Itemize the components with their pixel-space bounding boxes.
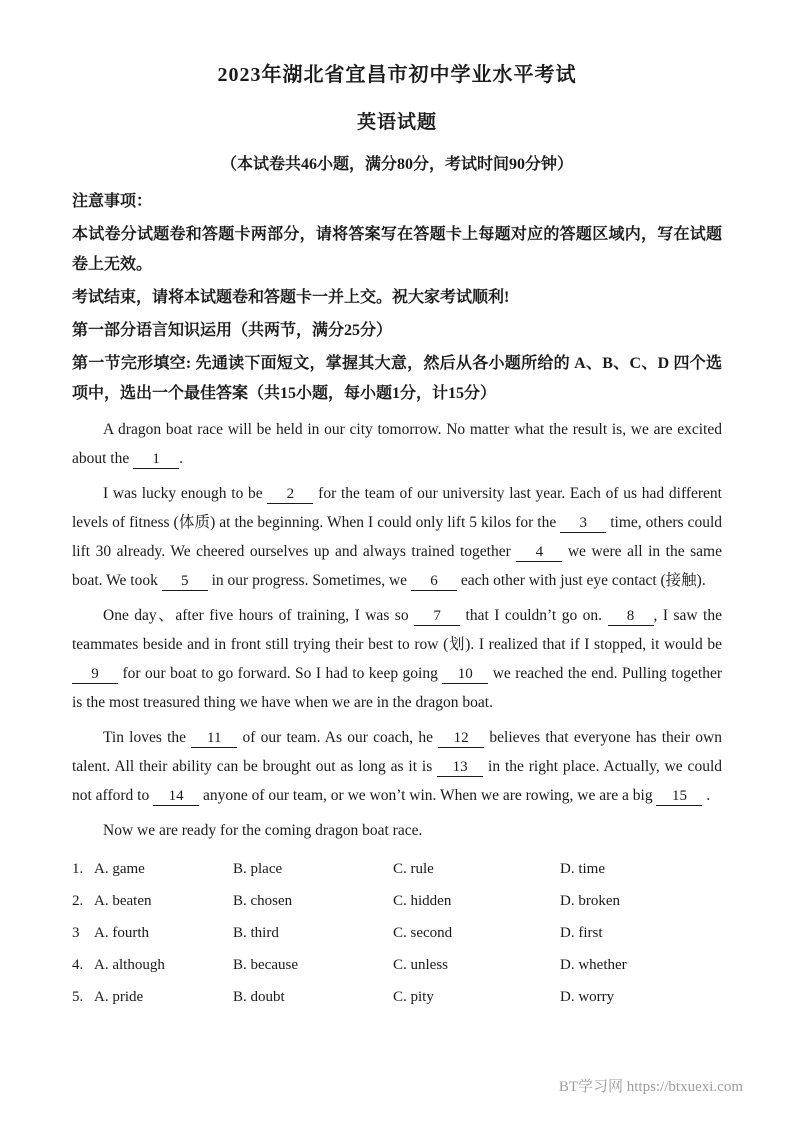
- option-d: D. broken: [560, 893, 620, 909]
- cloze-blank-2: 2: [267, 485, 313, 504]
- cloze-blank-14: 14: [153, 787, 199, 806]
- exam-info-line: （本试卷共46小题，满分80分，考试时间90分钟）: [220, 156, 573, 173]
- option-c: C. unless: [393, 957, 449, 973]
- question-number: 4.: [72, 957, 84, 973]
- cloze-blank-9: 9: [72, 665, 118, 684]
- passage-paragraph: I was lucky enough to be 2 for the team of our university last year. Each of us had different levels of fitness (体质) at the beginning. When I could only lift 5 kilos for the 3 time, others could lift 30 already. We cheered ourselves up and always trained together 4 we were all in the same boat. We took 5 in our progress. Sometimes, we 6 each other with just eye contact (接触).: [72, 485, 722, 589]
- question-cell-a: [72, 949, 233, 981]
- option-a: A. beaten: [94, 893, 152, 909]
- question-cell-a: [72, 917, 233, 949]
- question-cell-a: [72, 981, 233, 1013]
- question-cell-a: [72, 853, 233, 885]
- cloze-blank-7: 7: [414, 607, 460, 626]
- option-c: C. pity: [393, 989, 434, 1005]
- option-c: C. hidden: [393, 893, 452, 909]
- passage-paragraph: One day、after five hours of training, I was so 7 that I couldn’t go on. 8 , I saw the teammates beside and in front still trying their best to row (划). I realized that if I stopped, it would be 9 for our boat to go forward. So I had to keep going 10 we reached the end. Pulling together is the most treasured thing we have when we are in the dragon boat.: [72, 607, 722, 711]
- notice-heading: 注意事项：: [72, 193, 153, 210]
- section-sub-heading: 第一节完形填空: 先通读下面短文，掌握其大意，然后从各小题所给的 A、B、C、D 四个选项中，选出一个最佳答案（共15小题，每小题1分，计15分）: [72, 355, 722, 402]
- option-d: D. worry: [560, 989, 615, 1005]
- option-d: D. time: [560, 861, 605, 877]
- question-row: [72, 949, 722, 981]
- watermark-footer: BT学习网 https://btxuexi.com: [558, 1079, 743, 1095]
- option-b: B. because: [233, 957, 298, 973]
- cloze-blank-1: 1: [133, 450, 179, 469]
- passage-paragraph: A dragon boat race will be held in our city tomorrow. No matter what the result is, we are excited about the 1 .: [72, 421, 722, 467]
- option-c: C. rule: [393, 861, 434, 877]
- question-number: 2.: [72, 893, 84, 909]
- question-number: 1.: [72, 861, 84, 877]
- question-number: 5.: [72, 989, 84, 1005]
- cloze-blank-3: 3: [560, 514, 606, 533]
- option-b: B. third: [233, 925, 279, 941]
- option-a: A. game: [94, 861, 145, 877]
- option-b: B. place: [233, 861, 283, 877]
- question-number: 3: [72, 925, 80, 941]
- option-a: A. although: [94, 957, 165, 973]
- option-d: D. first: [560, 925, 603, 941]
- cloze-blank-6: 6: [411, 572, 457, 591]
- question-row: [72, 885, 722, 917]
- option-c: C. second: [393, 925, 453, 941]
- question-cell-a: [72, 885, 233, 917]
- option-b: B. doubt: [233, 989, 285, 1005]
- cloze-blank-4: 4: [516, 543, 562, 562]
- cloze-blank-13: 13: [437, 758, 483, 777]
- cloze-blank-5: 5: [162, 572, 208, 591]
- cloze-blank-15: 15: [656, 787, 702, 806]
- notice-line-2: 考试结束，请将本试题卷和答题卡一并上交。祝大家考试顺利!: [72, 289, 510, 306]
- question-row: [72, 917, 722, 949]
- passage-paragraph: Now we are ready for the coming dragon boat race.: [103, 822, 423, 839]
- page-subtitle: 英语试题: [356, 112, 437, 133]
- question-list: [72, 853, 722, 1013]
- cloze-blank-11: 11: [191, 729, 237, 748]
- question-row: [72, 981, 722, 1013]
- cloze-blank-10: 10: [442, 665, 488, 684]
- notice-line-1: 本试卷分试题卷和答题卡两部分，请将答案写在答题卡上每题对应的答题区域内，写在试题卷上无效。: [72, 226, 722, 273]
- question-row: [72, 853, 722, 885]
- option-b: B. chosen: [233, 893, 293, 909]
- cloze-blank-8: 8: [608, 607, 654, 626]
- passage: [72, 415, 722, 845]
- section-heading: 第一部分语言知识运用（共两节，满分25分）: [72, 322, 393, 339]
- option-d: D. whether: [560, 957, 627, 973]
- cloze-blank-12: 12: [438, 729, 484, 748]
- option-a: A. fourth: [94, 925, 149, 941]
- page-title: 2023年湖北省宜昌市初中学业水平考试: [217, 64, 577, 86]
- passage-paragraph: Tin loves the 11 of our team. As our coach, he 12 believes that everyone has their own talent. All their ability can be brought out as long as it is 13 in the right place. Actually, we could not afford to 14 anyone of our team, or we won’t win. When we are rowing, we are a big 15 .: [72, 729, 722, 804]
- option-a: A. pride: [94, 989, 144, 1005]
